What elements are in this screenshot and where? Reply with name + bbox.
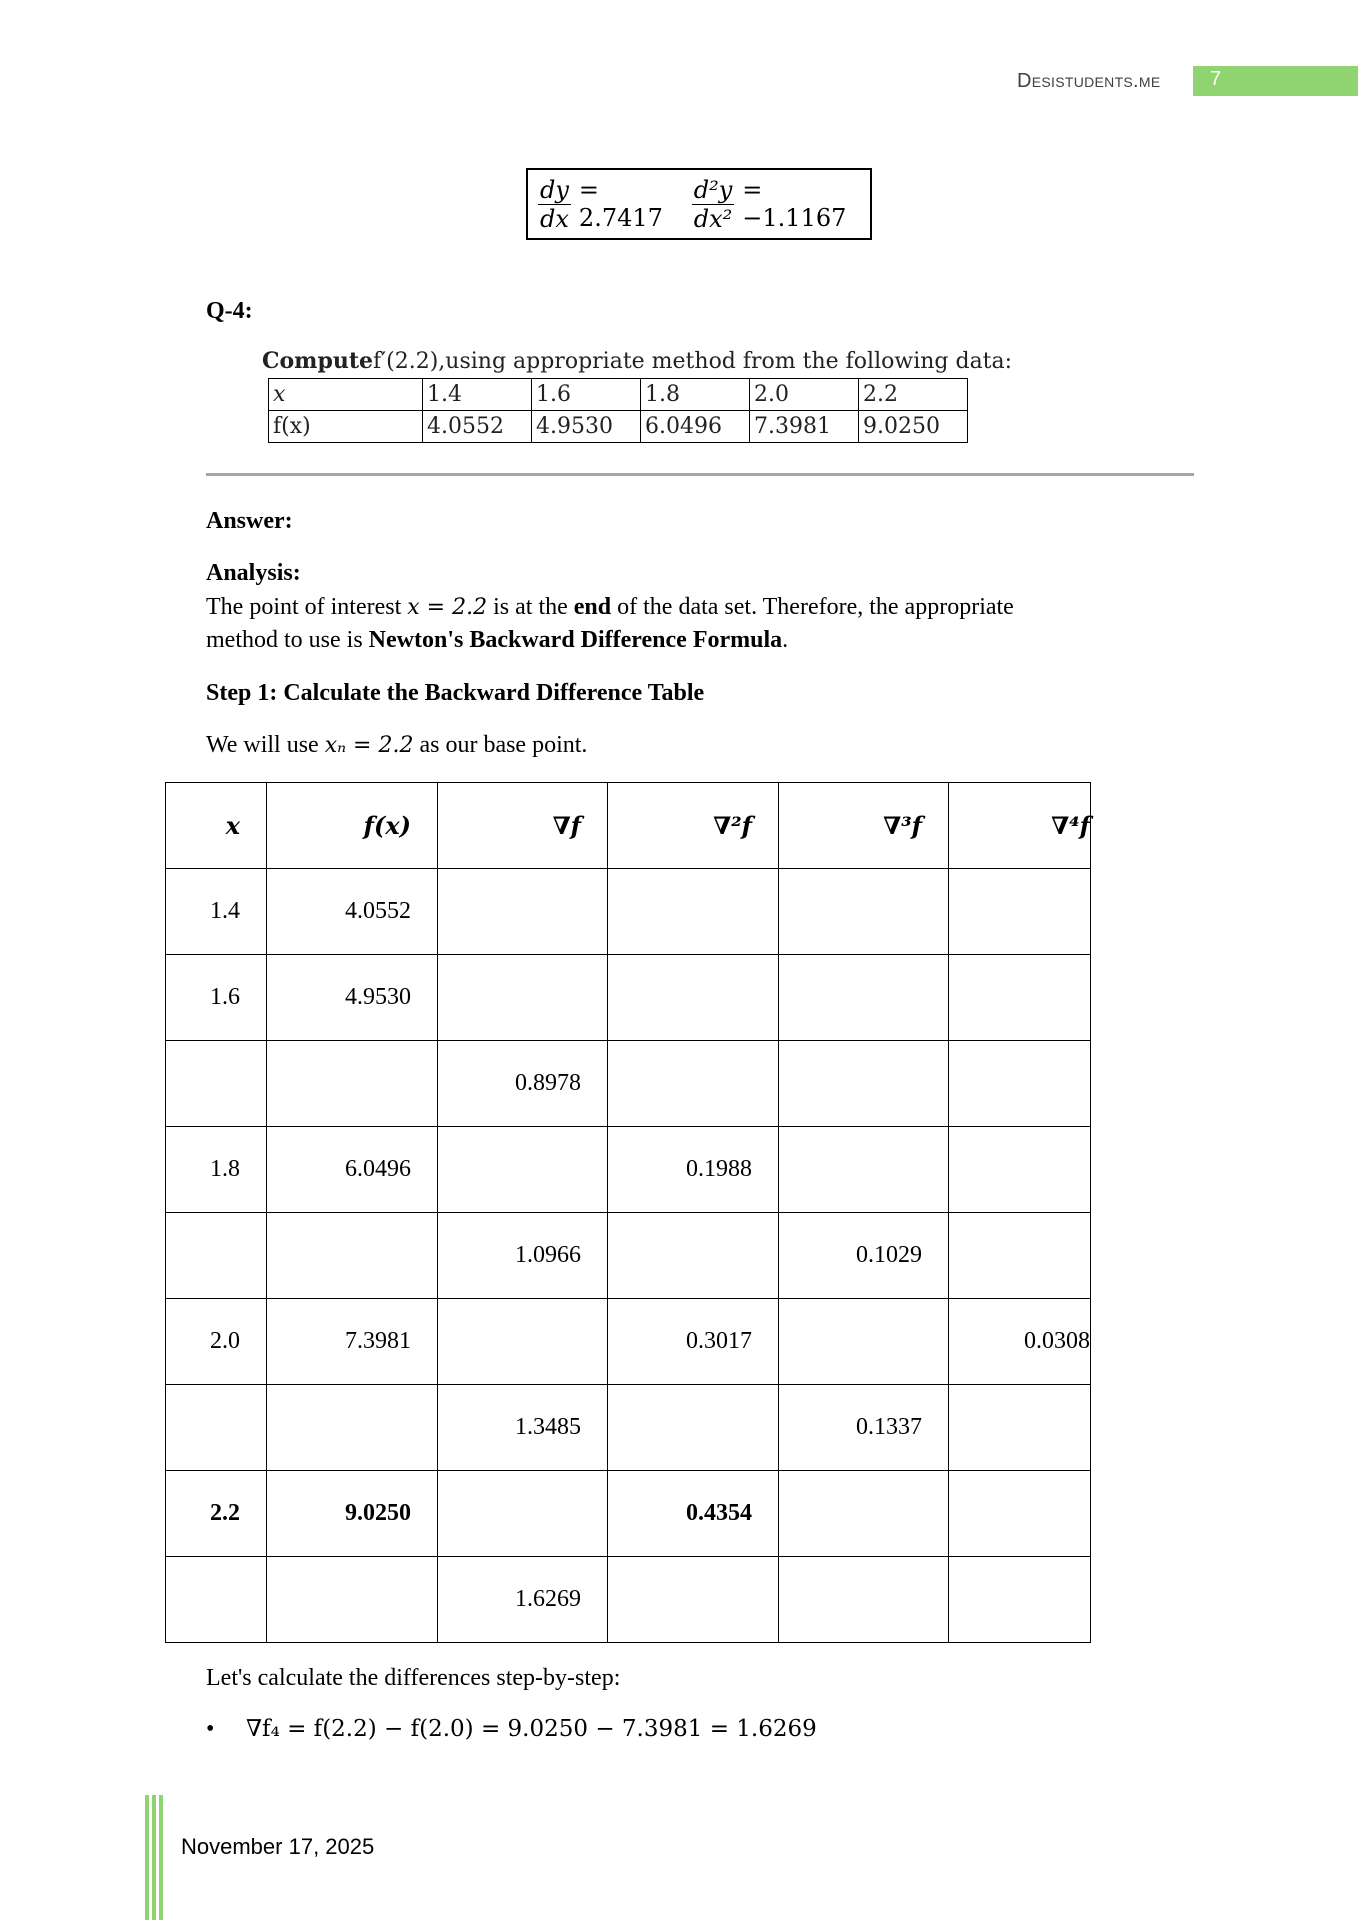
given-x-cell: 2.2: [859, 379, 968, 411]
header-nabla4-f: ∇⁴f: [949, 783, 1091, 869]
footer-accent-bar: [159, 1795, 163, 1920]
table-cell: [438, 1471, 608, 1557]
math-x-equals: x = 2.2: [407, 595, 488, 620]
table-cell: 0.1029: [779, 1213, 949, 1299]
header-x: x: [166, 783, 267, 869]
table-cell: [438, 1299, 608, 1385]
table-cell: [949, 1213, 1091, 1299]
given-fx-cell: 6.0496: [641, 411, 750, 443]
answer-label: Answer:: [206, 508, 293, 534]
backward-difference-table: [165, 782, 1091, 1643]
given-x-cell: 2.0: [750, 379, 859, 411]
analysis-paragraph-line-2: [206, 624, 788, 657]
table-row: [166, 1299, 1091, 1385]
text-run: .: [782, 627, 789, 653]
table-cell: 4.0552: [267, 869, 438, 955]
method-name: Newton's Backward Difference Formula: [368, 627, 783, 653]
table-cell: [267, 1041, 438, 1127]
table-cell: 0.0308: [949, 1299, 1091, 1385]
table-row: [166, 1127, 1091, 1213]
header-nabla-f: ∇f: [438, 783, 608, 869]
table-cell: 6.0496: [267, 1127, 438, 1213]
table-cell: [608, 869, 779, 955]
table-cell: [608, 955, 779, 1041]
base-point-text: [206, 729, 587, 762]
step-1-heading: Step 1: Calculate the Backward Difference Table: [206, 680, 705, 706]
table-cell: [267, 1557, 438, 1643]
question-prompt: [262, 348, 1012, 374]
steps-intro: Let's calculate the differences step-by-step:: [206, 1665, 621, 1691]
table-cell: 0.4354: [608, 1471, 779, 1557]
given-fx-cell: 7.3981: [750, 411, 859, 443]
table-cell: 1.3485: [438, 1385, 608, 1471]
table-cell: [949, 1471, 1091, 1557]
table-cell: [779, 1557, 949, 1643]
compute-rest: f′(2.2),using appropriate method from the following data:: [373, 349, 1013, 374]
table-header-row: [166, 783, 1091, 869]
header-nabla2-f: ∇²f: [608, 783, 779, 869]
table-cell: [949, 1127, 1091, 1213]
table-cell: 2.0: [166, 1299, 267, 1385]
table-cell: [166, 1385, 267, 1471]
footer-accent-bar: [152, 1795, 156, 1920]
table-row: [166, 869, 1091, 955]
table-cell: 0.1337: [779, 1385, 949, 1471]
table-cell: [779, 1127, 949, 1213]
given-fx-row: [269, 411, 968, 443]
text-run: The point of interest: [206, 594, 408, 620]
math-xn: xₙ = 2.2: [324, 733, 414, 758]
d2y-value: = −1.1167: [742, 176, 847, 232]
bullet-icon: •: [206, 1716, 215, 1742]
table-cell: [949, 1557, 1091, 1643]
table-cell: [779, 1299, 949, 1385]
table-cell: [779, 955, 949, 1041]
table-cell: [608, 1041, 779, 1127]
table-cell: [779, 1041, 949, 1127]
table-cell: [949, 1041, 1091, 1127]
dy-value: = 2.7417: [578, 176, 663, 232]
table-cell: [166, 1213, 267, 1299]
table-cell: [949, 955, 1091, 1041]
table-cell: 4.9530: [267, 955, 438, 1041]
table-cell: [267, 1385, 438, 1471]
table-row: [166, 1471, 1091, 1557]
given-x-cell: 1.8: [641, 379, 750, 411]
site-name: Desistudents.me: [1017, 70, 1161, 92]
table-cell: 9.0250: [267, 1471, 438, 1557]
table-cell: [438, 955, 608, 1041]
table-cell: [267, 1213, 438, 1299]
nabla-f4-formula: ∇f₄ = f(2.2) − f(2.0) = 9.0250 − 7.3981 = 1.6269: [246, 1716, 817, 1742]
table-cell: [608, 1557, 779, 1643]
analysis-paragraph-line-1: [206, 591, 1014, 624]
table-row: [166, 1041, 1091, 1127]
given-fx-cell: 9.0250: [859, 411, 968, 443]
table-cell: [949, 869, 1091, 955]
table-cell: 0.3017: [608, 1299, 779, 1385]
text-run: method to use is: [206, 627, 369, 653]
text-run: is at the: [487, 594, 574, 620]
d2y-denominator: dx²: [693, 204, 733, 233]
dy-numerator: dy: [540, 175, 569, 204]
table-cell: 7.3981: [267, 1299, 438, 1385]
given-fx-cell: 4.9530: [532, 411, 641, 443]
table-cell: [166, 1557, 267, 1643]
dy-dx-fraction: [538, 176, 571, 233]
d2y-numerator: d²y: [693, 175, 733, 204]
table-cell: 1.6269: [438, 1557, 608, 1643]
footer-date: November 17, 2025: [181, 1834, 375, 1859]
header-nabla3-f: ∇³f: [779, 783, 949, 869]
table-cell: [608, 1385, 779, 1471]
given-row-label: x: [269, 379, 423, 411]
text-run: We will use: [206, 732, 325, 758]
table-cell: [779, 869, 949, 955]
text-run: of the data set. Therefore, the appropriate: [611, 594, 1014, 620]
d2y-dx2-fraction: [692, 176, 735, 233]
table-cell: [438, 869, 608, 955]
table-cell: 1.4: [166, 869, 267, 955]
table-cell: [438, 1127, 608, 1213]
given-x-cell: 1.4: [423, 379, 532, 411]
table-cell: 2.2: [166, 1471, 267, 1557]
table-row: [166, 1557, 1091, 1643]
page-number: 7: [1210, 68, 1222, 90]
given-x-cell: 1.6: [532, 379, 641, 411]
section-divider: [206, 473, 1194, 476]
given-fx-cell: 4.0552: [423, 411, 532, 443]
table-cell: 1.0966: [438, 1213, 608, 1299]
table-cell: [779, 1471, 949, 1557]
step-bullet: [206, 1713, 817, 1746]
table-row: [166, 955, 1091, 1041]
table-cell: 1.8: [166, 1127, 267, 1213]
table-cell: 0.1988: [608, 1127, 779, 1213]
analysis-label: Analysis:: [206, 560, 301, 586]
derivative-result-box: [526, 168, 872, 240]
dy-denominator: dx: [540, 204, 569, 233]
table-row: [166, 1213, 1091, 1299]
given-data-table: [268, 378, 968, 443]
compute-word: Compute: [262, 348, 373, 374]
table-cell: [166, 1041, 267, 1127]
header-fx: f(x): [267, 783, 438, 869]
given-row-label: f(x): [269, 411, 423, 443]
footer-accent-bar: [145, 1795, 149, 1920]
emphasis-end: end: [573, 594, 612, 620]
table-cell: [608, 1213, 779, 1299]
table-cell: 0.8978: [438, 1041, 608, 1127]
table-cell: 1.6: [166, 955, 267, 1041]
text-run: as our base point.: [413, 732, 588, 758]
table-row: [166, 1385, 1091, 1471]
given-x-row: [269, 379, 968, 411]
table-cell: [949, 1385, 1091, 1471]
question-label: Q-4:: [206, 298, 253, 324]
